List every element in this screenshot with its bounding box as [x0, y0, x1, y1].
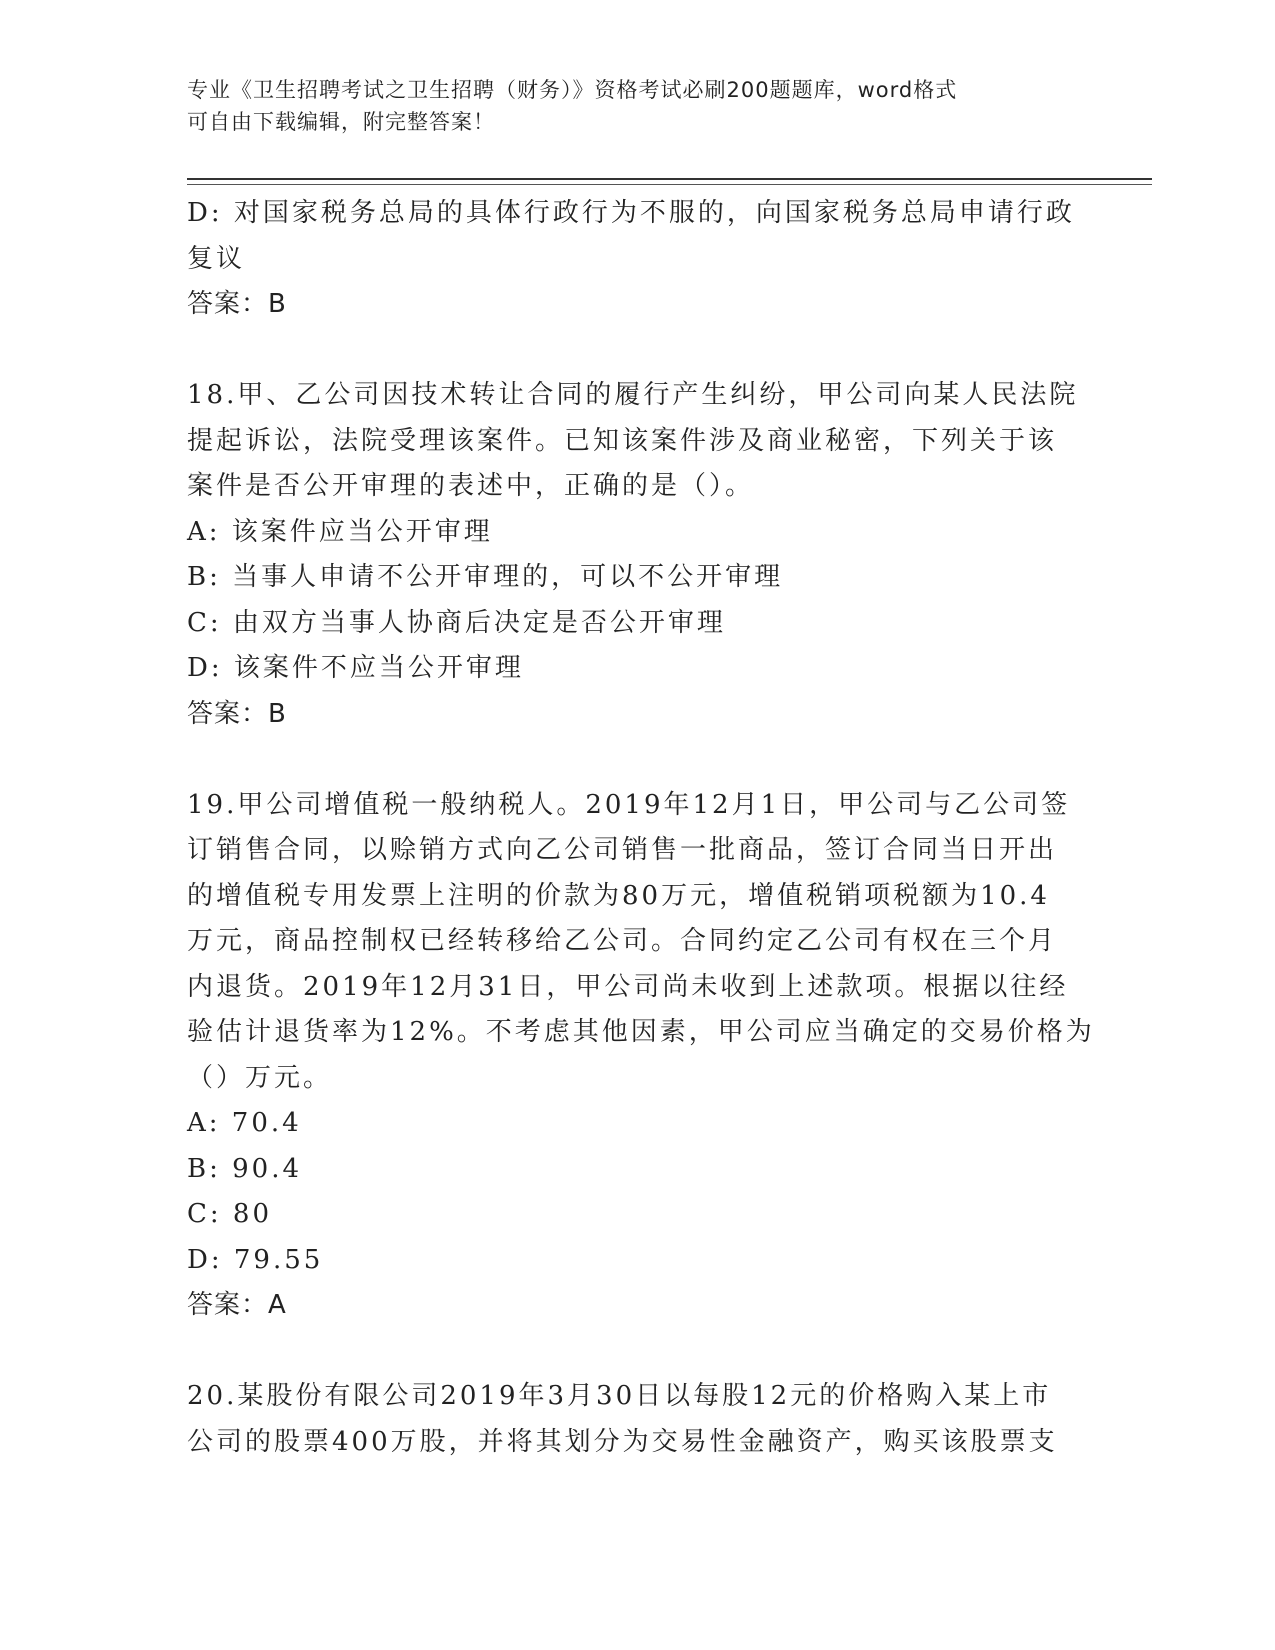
- spacer: [187, 328, 1077, 374]
- question-stem: 20.某股份有限公司2019年3月30日以每股12元的价格购入某上市: [187, 1381, 1052, 1411]
- option-c: C: 80: [187, 1199, 273, 1229]
- document-header: [187, 74, 1087, 138]
- question-18: [187, 373, 1077, 737]
- answer-label: 答案：B: [187, 289, 287, 319]
- option-c: C: 由双方当事人协商后决定是否公开审理: [187, 607, 726, 638]
- question-20: [187, 1374, 1077, 1465]
- spacer: [187, 1329, 1077, 1375]
- spacer: [187, 737, 1077, 783]
- option-d: D: 该案件不应当公开审理: [187, 653, 524, 683]
- question-19: [187, 783, 1095, 1329]
- answer-label: 答案：B: [187, 698, 287, 729]
- option-d-continued: 复议: [187, 243, 246, 274]
- question-17-tail: [187, 191, 1077, 328]
- option-b: B: 90.4: [187, 1153, 303, 1184]
- answer-label: 答案：A: [187, 1290, 287, 1320]
- question-stem: 19.甲公司增值税一般纳税人。2019年12月1日，甲公司与乙公司签: [187, 789, 1071, 820]
- question-stem: 案件是否公开审理的表述中，正确的是（）。: [187, 471, 755, 501]
- option-d: D: 79.55: [187, 1244, 324, 1275]
- option-a: A: 该案件应当公开审理: [187, 516, 493, 547]
- header-title-line-2: 可自由下载编辑，附完整答案！: [187, 110, 495, 134]
- document-body: [187, 191, 1095, 1465]
- question-stem: 万元，商品控制权已经转移给乙公司。合同约定乙公司有权在三个月: [187, 926, 1058, 956]
- question-stem: （）万元。: [187, 1062, 333, 1093]
- header-title-line-1: 专业《卫生招聘考试之卫生招聘（财务）》资格考试必刷200题题库，word格式: [187, 78, 958, 102]
- header-divider-thin: [187, 184, 1152, 185]
- question-stem: 公司的股票400万股，并将其划分为交易性金融资产，购买该股票支: [187, 1426, 1058, 1457]
- header-divider-thick: [187, 178, 1152, 180]
- question-stem: 内退货。2019年12月31日，甲公司尚未收到上述款项。根据以往经: [187, 971, 1069, 1002]
- question-stem: 验估计退货率为12%。不考虑其他因素，甲公司应当确定的交易价格为: [187, 1017, 1095, 1047]
- question-stem: 的增值税专用发票上注明的价款为80万元，增值税销项税额为10.4: [187, 880, 1050, 911]
- option-a: A: 70.4: [187, 1108, 302, 1138]
- option-d: D: 对国家税务总局的具体行政行为不服的，向国家税务总局申请行政: [187, 198, 1075, 228]
- question-stem: 提起诉讼，法院受理该案件。已知该案件涉及商业秘密，下列关于该: [187, 425, 1058, 456]
- question-stem: 18.甲、乙公司因技术转让合同的履行产生纠纷，甲公司向某人民法院: [187, 380, 1079, 410]
- question-stem: 订销售合同，以赊销方式向乙公司销售一批商品，签订合同当日开出: [187, 835, 1058, 865]
- option-b: B: 当事人申请不公开审理的，可以不公开审理: [187, 562, 784, 592]
